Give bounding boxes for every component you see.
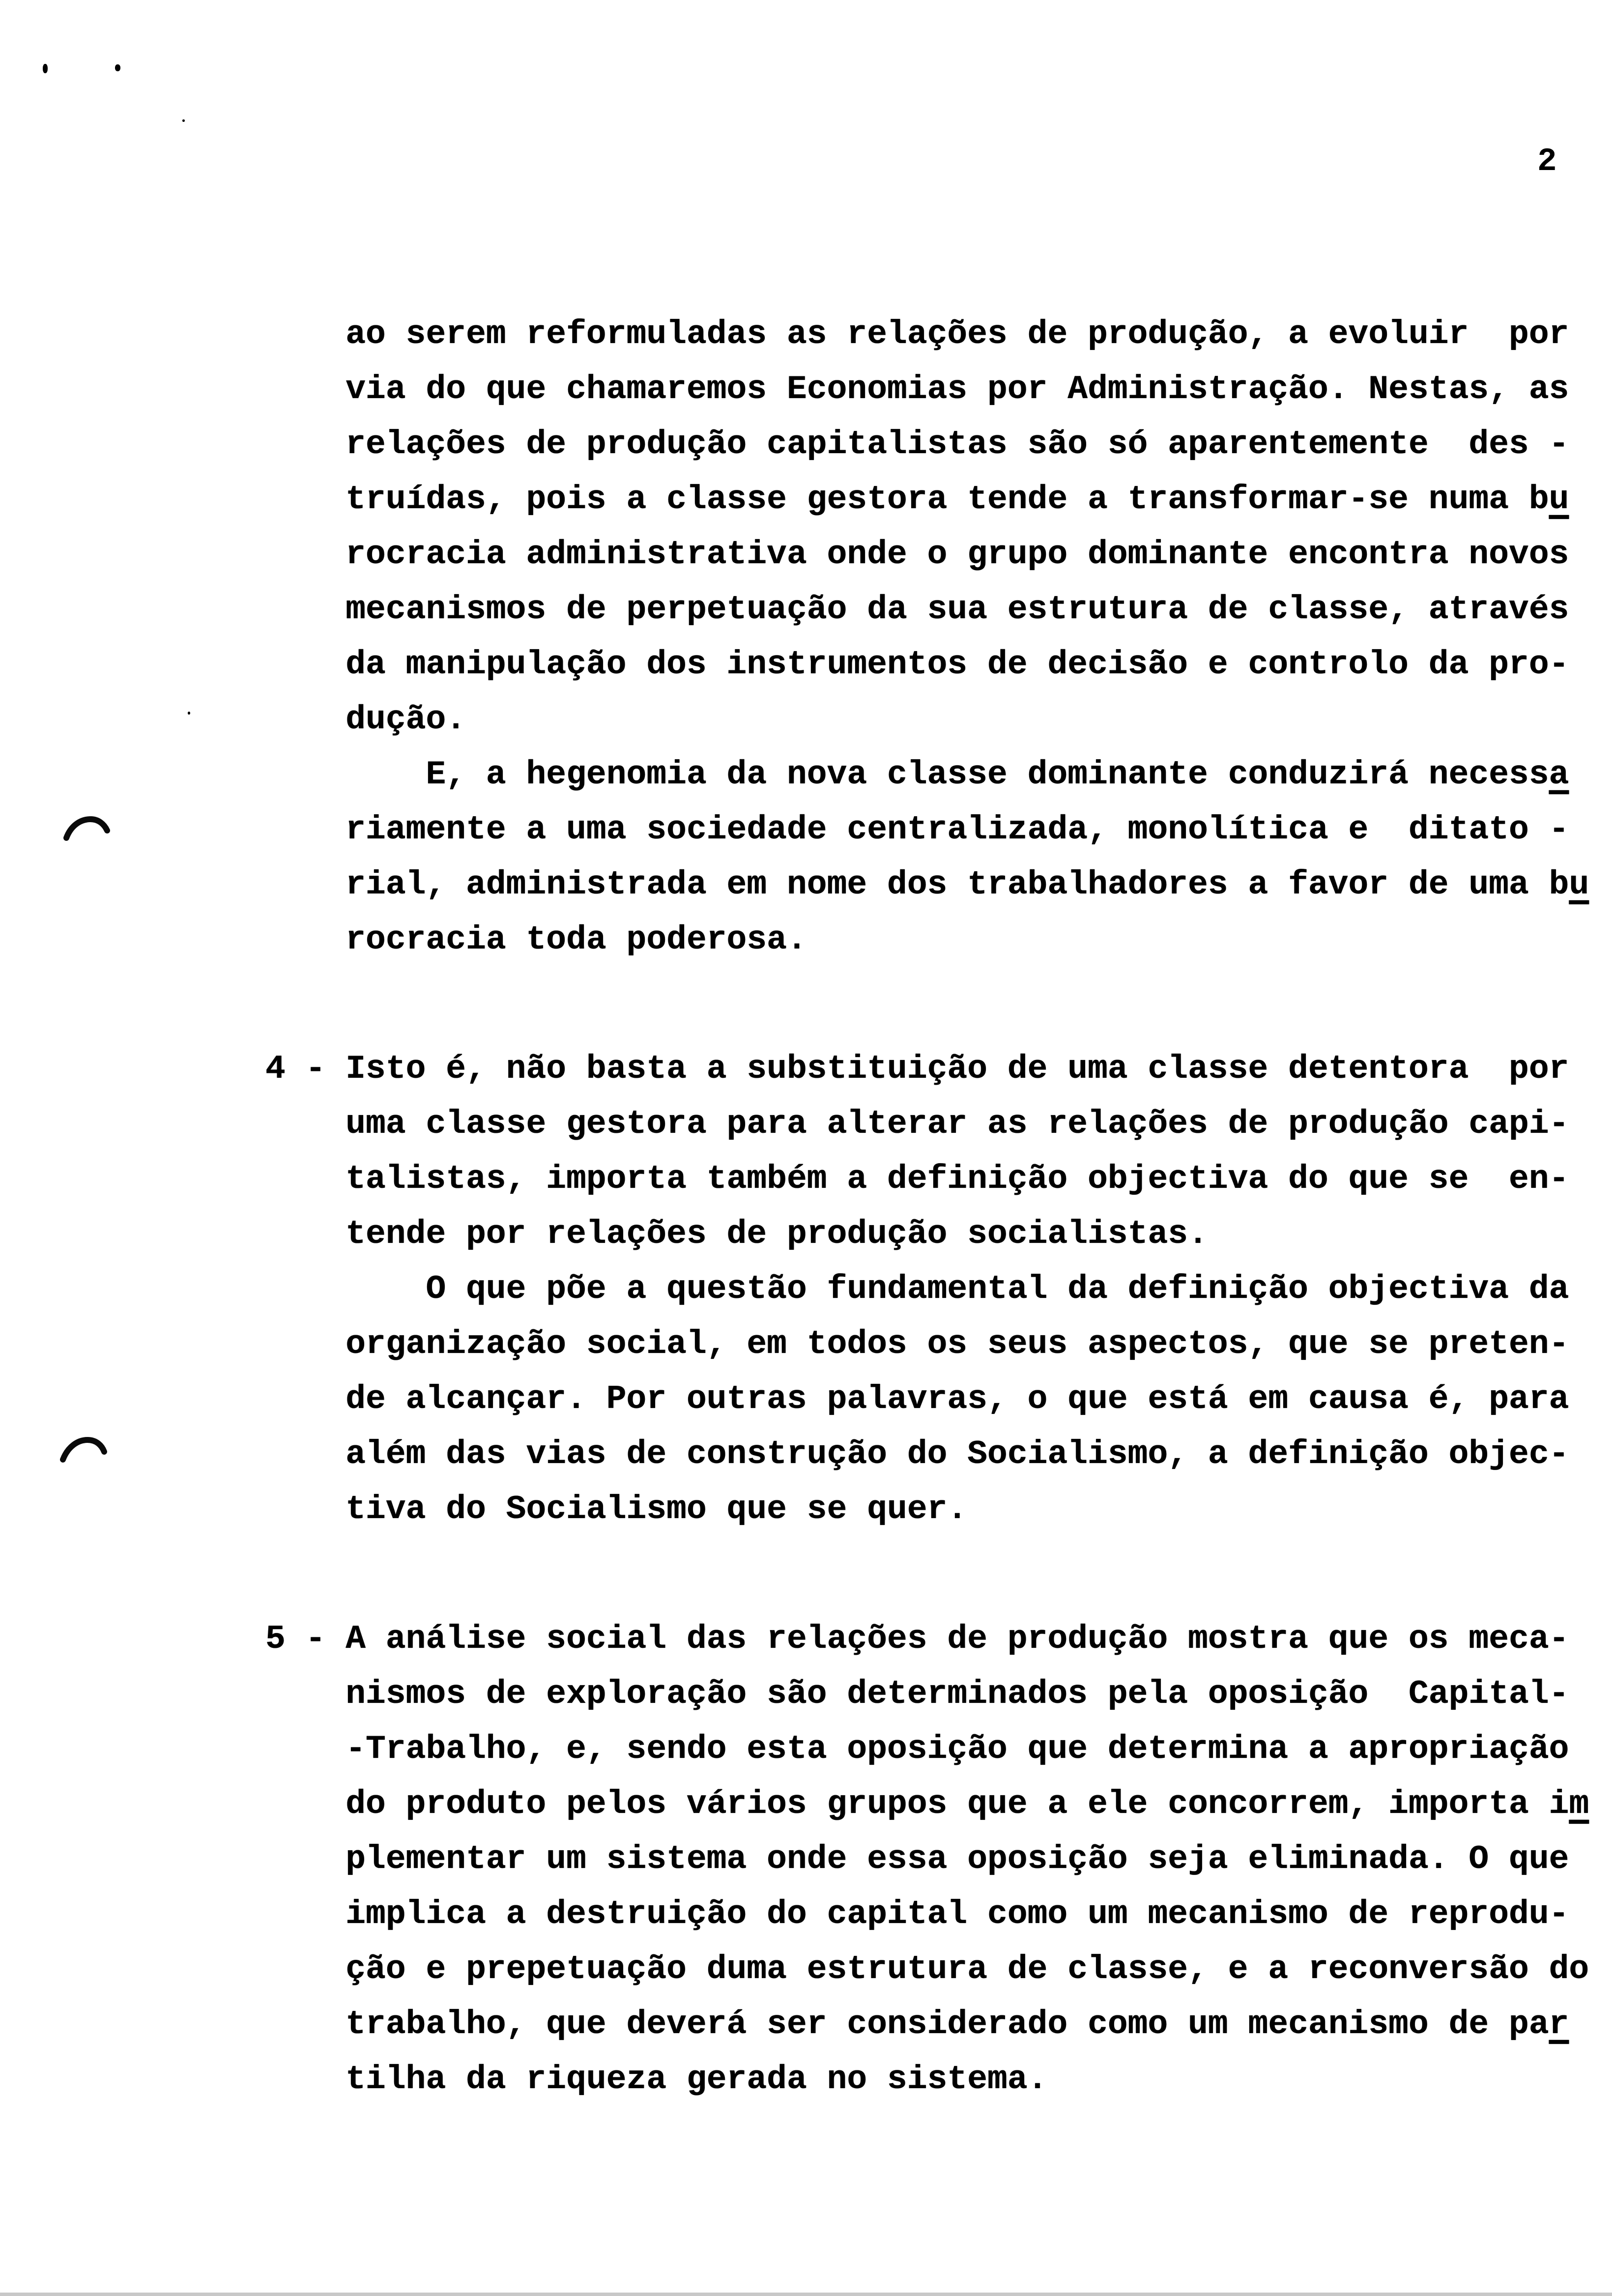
paragraph-continuation-block — [265, 307, 1602, 968]
numbered-item-4-block — [265, 1042, 1602, 1537]
handwritten-arc-mark — [60, 1434, 109, 1465]
text-line: tiva do Socialismo que se quer. — [265, 1491, 968, 1528]
hyphenation-underline: m — [1569, 1785, 1589, 1823]
text-line: riamente a uma sociedade centralizada, monolítica e ditato - — [265, 811, 1569, 849]
text-line: tilha da riqueza gerada no sistema. — [265, 2061, 1048, 2098]
hyphenation-underline: r — [1549, 2006, 1569, 2043]
text-line: dução. — [265, 701, 466, 739]
numbered-item-5-block — [265, 1612, 1602, 2107]
text-line: truídas, pois a classe gestora tende a transformar-se numa bu — [265, 481, 1569, 518]
text-line: ao serem reformuladas as relações de produção, a evoluir por — [265, 316, 1569, 353]
text-line: rocracia toda poderosa. — [265, 921, 807, 959]
text-line: O que põe a questão fundamental da definição objectiva da — [265, 1270, 1569, 1308]
hyphenation-underline: u — [1569, 866, 1589, 904]
text-line: trabalho, que deverá ser considerado como um mecanismo de par — [265, 2006, 1569, 2043]
text-line: rocracia administrativa onde o grupo dominante encontra novos — [265, 536, 1569, 574]
text-line: além das vias de construção do Socialismo, a definição objec- — [265, 1435, 1569, 1473]
text-line: ção e prepetuação duma estrutura de classe, e a reconversão do — [265, 1951, 1589, 1988]
text-line: -Trabalho, e, sendo esta oposição que determina a apropriação — [265, 1730, 1569, 1768]
ink-speck — [182, 119, 185, 122]
ink-speck — [188, 712, 190, 715]
text-line: rial, administrada em nome dos trabalhadores a favor de uma bu — [265, 866, 1589, 904]
text-line: 5 - A análise social das relações de produção mostra que os meca- — [265, 1620, 1569, 1658]
text-line: uma classe gestora para alterar as relações de produção capi- — [265, 1105, 1569, 1143]
text-line: plementar um sistema onde essa oposição seja eliminada. O que — [265, 1840, 1569, 1878]
text-line: tende por relações de produção socialistas. — [265, 1215, 1208, 1253]
text-line: da manipulação dos instrumentos de decisão e controlo da pro- — [265, 646, 1569, 684]
handwritten-arc-mark — [63, 813, 112, 845]
hyphenation-underline: a — [1549, 756, 1569, 794]
text-line: talistas, importa também a definição objectiva do que se en- — [265, 1160, 1569, 1198]
text-line: E, a hegenomia da nova classe dominante conduzirá necessa — [265, 756, 1569, 794]
text-line: 4 - Isto é, não basta a substituição de uma classe detentora por — [265, 1050, 1569, 1088]
text-line: do produto pelos vários grupos que a ele concorrem, importa im — [265, 1785, 1589, 1823]
text-line: implica a destruição do capital como um mecanismo de reprodu- — [265, 1895, 1569, 1933]
scan-edge — [0, 2293, 1612, 2296]
text-line: de alcançar. Por outras palavras, o que está em causa é, para — [265, 1380, 1569, 1418]
ink-speck — [43, 64, 48, 73]
text-line: mecanismos de perpetuação da sua estrutura de classe, através — [265, 591, 1569, 629]
ink-speck — [115, 64, 120, 71]
hyphenation-underline: u — [1549, 481, 1569, 518]
text-line: nismos de exploração são determinados pela oposição Capital- — [265, 1675, 1569, 1713]
text-line: via do que chamaremos Economias por Administração. Nestas, as — [265, 371, 1569, 408]
page-number: 2 — [1537, 143, 1557, 180]
text-line: relações de produção capitalistas são só aparentemente des - — [265, 426, 1569, 463]
text-line: organização social, em todos os seus aspectos, que se preten- — [265, 1325, 1569, 1363]
